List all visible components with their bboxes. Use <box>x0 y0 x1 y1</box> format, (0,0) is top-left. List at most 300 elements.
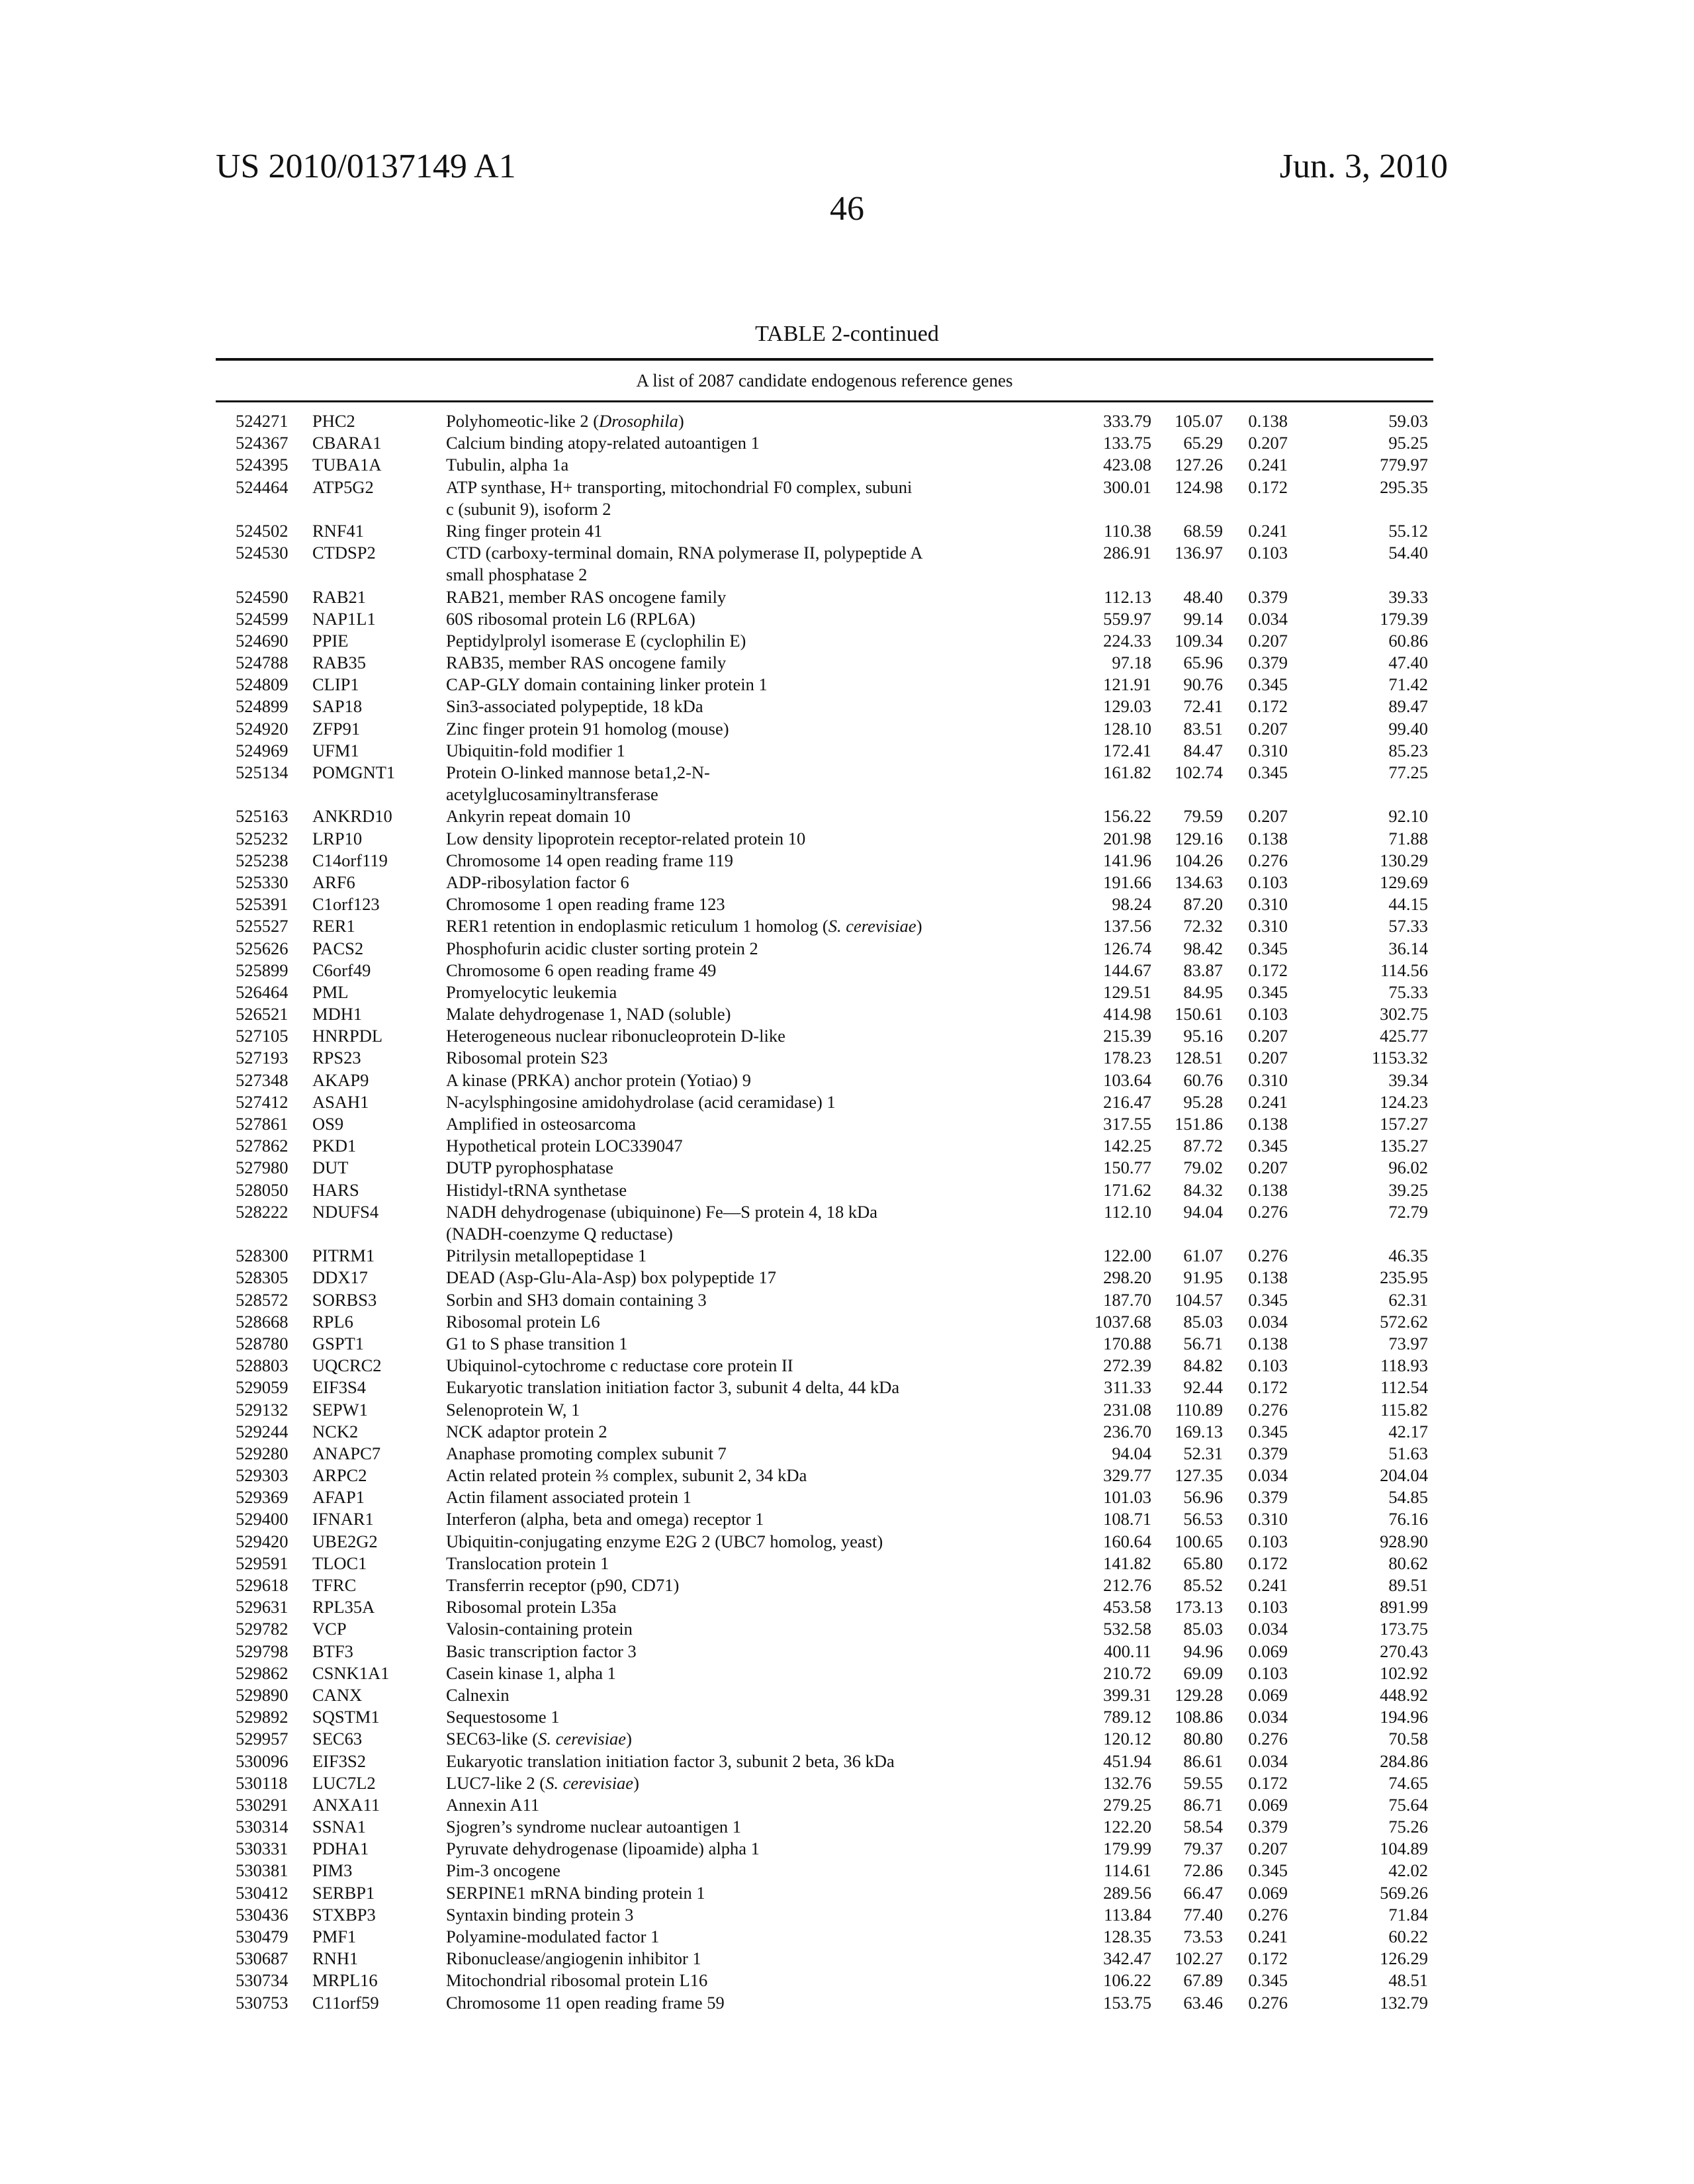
value-col-1: 187.70 <box>1103 1289 1151 1310</box>
table-row <box>0 718 1694 740</box>
value-col-3: 0.103 <box>1248 872 1288 892</box>
value-col-2: 102.74 <box>1175 762 1223 783</box>
description-line: Actin filament associated protein 1 <box>446 1487 691 1508</box>
gene-symbol: CLIP1 <box>312 674 359 695</box>
value-col-4: 95.25 <box>1388 433 1428 453</box>
description-line: DEAD (Asp-Glu-Ala-Asp) box polypeptide 17 <box>446 1267 776 1288</box>
value-col-1: 300.01 <box>1103 477 1151 497</box>
description-line: Eukaryotic translation initiation factor 3, subunit 2 beta, 36 kDa <box>446 1751 895 1771</box>
table-row <box>0 1047 1694 1069</box>
description-line: Chromosome 1 open reading frame 123 <box>446 894 725 915</box>
publication-date: Jun. 3, 2010 <box>1279 148 1448 185</box>
gene-description <box>446 1113 989 1135</box>
description-line: Actin related protein ⅔ complex, subunit 2, 34 kDa <box>446 1465 807 1486</box>
gene-description <box>446 1816 989 1838</box>
gene-description <box>446 1970 989 1991</box>
gene-id: 525527 <box>236 916 289 936</box>
value-col-4: 55.12 <box>1388 520 1428 541</box>
gene-symbol: EIF3S2 <box>312 1751 366 1771</box>
gene-symbol: UFM1 <box>312 740 359 760</box>
gene-id: 529132 <box>236 1399 289 1420</box>
table-row <box>0 1728 1694 1750</box>
value-col-3: 0.207 <box>1248 1158 1288 1178</box>
gene-description <box>446 1289 989 1311</box>
table-row <box>0 1179 1694 1201</box>
value-col-1: 289.56 <box>1103 1882 1151 1903</box>
gene-id: 529400 <box>236 1509 289 1529</box>
description-line: Ribonuclease/angiogenin inhibitor 1 <box>446 1948 701 1969</box>
value-col-2: 56.71 <box>1183 1333 1223 1353</box>
value-col-3: 0.034 <box>1248 1751 1288 1771</box>
value-col-2: 91.95 <box>1183 1267 1223 1288</box>
description-line: SEC63-like (S. cerevisiae) <box>446 1729 632 1749</box>
page-number: 46 <box>830 190 864 228</box>
description-line: ADP-ribosylation factor 6 <box>446 872 629 892</box>
gene-description <box>446 1706 989 1728</box>
value-col-4: 54.85 <box>1388 1487 1428 1508</box>
description-line: small phosphatase 2 <box>446 565 588 585</box>
gene-symbol: MDH1 <box>312 1004 363 1024</box>
description-line: Pim-3 oncogene <box>446 1860 560 1881</box>
table-row <box>0 1486 1694 1508</box>
gene-symbol: LUC7L2 <box>312 1772 376 1793</box>
gene-description <box>446 1882 989 1904</box>
value-col-2: 92.44 <box>1183 1377 1223 1398</box>
value-col-1: 128.10 <box>1103 718 1151 739</box>
description-line: Anaphase promoting complex subunit 7 <box>446 1443 727 1463</box>
gene-id: 527862 <box>236 1136 289 1156</box>
table-row <box>0 674 1694 696</box>
gene-id: 527412 <box>236 1091 289 1112</box>
value-col-2: 63.46 <box>1183 1992 1223 2013</box>
value-col-1: 129.51 <box>1103 981 1151 1002</box>
gene-symbol: PPIE <box>312 630 349 651</box>
value-col-4: 51.63 <box>1388 1443 1428 1463</box>
value-col-2: 90.76 <box>1183 674 1223 695</box>
value-col-4: 36.14 <box>1388 938 1428 958</box>
table-row <box>0 696 1694 717</box>
value-col-2: 127.26 <box>1175 455 1223 475</box>
value-col-4: 135.27 <box>1380 1136 1428 1156</box>
value-col-2: 79.59 <box>1183 806 1223 827</box>
gene-description <box>446 828 989 850</box>
value-col-2: 108.86 <box>1175 1707 1223 1727</box>
table-row <box>0 1574 1694 1596</box>
value-col-3: 0.345 <box>1248 1136 1288 1156</box>
value-col-3: 0.310 <box>1248 740 1288 760</box>
value-col-4: 92.10 <box>1388 806 1428 827</box>
value-col-4: 75.33 <box>1388 981 1428 1002</box>
gene-id: 524599 <box>236 608 289 629</box>
value-col-1: 101.03 <box>1103 1487 1151 1508</box>
value-col-2: 85.52 <box>1183 1575 1223 1595</box>
gene-symbol: UBE2G2 <box>312 1531 378 1551</box>
table-row <box>0 454 1694 476</box>
value-col-1: 110.38 <box>1104 520 1151 541</box>
description-line: Casein kinase 1, alpha 1 <box>446 1662 616 1683</box>
table-row <box>0 1003 1694 1025</box>
value-col-1: 160.64 <box>1103 1531 1151 1551</box>
table-row <box>0 893 1694 915</box>
description-line: Heterogeneous nuclear ribonucleoprotein D-like <box>446 1026 785 1046</box>
description-line: Annexin A11 <box>446 1794 540 1815</box>
value-col-3: 0.034 <box>1248 1707 1288 1727</box>
value-col-1: 317.55 <box>1103 1114 1151 1134</box>
gene-id: 530118 <box>236 1772 288 1793</box>
table-row <box>0 1069 1694 1091</box>
gene-symbol: SAP18 <box>312 696 363 717</box>
gene-description <box>446 1179 989 1201</box>
gene-description <box>446 915 989 937</box>
value-col-2: 65.29 <box>1183 433 1223 453</box>
value-col-4: 425.77 <box>1380 1026 1428 1046</box>
value-col-1: 122.20 <box>1103 1817 1151 1837</box>
value-col-3: 0.241 <box>1248 1575 1288 1595</box>
value-col-2: 84.47 <box>1183 740 1223 760</box>
table-row <box>0 1751 1694 1772</box>
gene-id: 529957 <box>236 1729 289 1749</box>
gene-description <box>446 762 989 805</box>
description-line: Ubiquitin-conjugating enzyme E2G 2 (UBC7 homolog, yeast) <box>446 1531 883 1551</box>
table-row <box>0 938 1694 960</box>
value-col-3: 0.207 <box>1248 1839 1288 1859</box>
value-col-1: 451.94 <box>1103 1751 1151 1771</box>
description-line: 60S ribosomal protein L6 (RPL6A) <box>446 608 695 629</box>
value-col-4: 179.39 <box>1380 608 1428 629</box>
value-col-1: 126.74 <box>1103 938 1151 958</box>
gene-symbol: PKD1 <box>312 1136 357 1156</box>
table-row <box>0 828 1694 850</box>
gene-id: 527861 <box>236 1114 289 1134</box>
gene-symbol: DUT <box>312 1158 349 1178</box>
gene-id: 530096 <box>236 1751 289 1771</box>
value-col-4: 99.40 <box>1388 718 1428 739</box>
table-row <box>0 608 1694 630</box>
description-line: Mitochondrial ribosomal protein L16 <box>446 1970 708 1991</box>
gene-description <box>446 1267 989 1289</box>
description-line: c (subunit 9), isoform 2 <box>446 498 611 519</box>
value-col-3: 0.345 <box>1248 762 1288 783</box>
value-col-3: 0.276 <box>1248 1729 1288 1749</box>
value-col-2: 79.02 <box>1183 1158 1223 1178</box>
value-col-1: 1037.68 <box>1094 1311 1151 1332</box>
value-col-4: 126.29 <box>1380 1948 1428 1969</box>
gene-symbol: GSPT1 <box>312 1333 365 1353</box>
value-col-3: 0.172 <box>1248 477 1288 497</box>
gene-description <box>446 1904 989 1926</box>
value-col-4: 60.22 <box>1388 1927 1428 1946</box>
gene-symbol: OS9 <box>312 1114 344 1134</box>
description-line: (NADH-coenzyme Q reductase) <box>446 1224 673 1244</box>
gene-id: 530412 <box>236 1882 289 1903</box>
table-row <box>0 1618 1694 1640</box>
gene-id: 528222 <box>236 1201 289 1222</box>
table-row <box>0 762 1694 805</box>
value-col-3: 0.379 <box>1248 653 1288 673</box>
value-col-2: 151.86 <box>1175 1114 1223 1134</box>
table-row <box>0 1882 1694 1904</box>
value-col-1: 112.13 <box>1104 586 1151 607</box>
description-line: Ribosomal protein L6 <box>446 1311 600 1332</box>
gene-id: 525134 <box>236 762 289 783</box>
value-col-4: 59.03 <box>1388 411 1428 431</box>
value-col-1: 97.18 <box>1112 653 1151 673</box>
value-col-1: 178.23 <box>1103 1048 1151 1068</box>
value-col-2: 173.13 <box>1175 1597 1223 1617</box>
value-col-1: 103.64 <box>1103 1069 1151 1090</box>
description-line: Eukaryotic translation initiation factor 3, subunit 4 delta, 44 kDa <box>446 1377 900 1398</box>
gene-description <box>446 1772 989 1794</box>
gene-description <box>446 718 989 740</box>
description-line: Chromosome 11 open reading frame 59 <box>446 1992 725 2013</box>
value-col-4: 295.35 <box>1380 477 1428 497</box>
gene-description <box>446 696 989 717</box>
value-col-2: 52.31 <box>1183 1443 1223 1463</box>
description-line: Sin3-associated polypeptide, 18 kDa <box>446 696 703 717</box>
value-col-2: 109.34 <box>1175 630 1223 651</box>
table-row <box>0 1245 1694 1267</box>
gene-description <box>446 872 989 893</box>
value-col-2: 60.76 <box>1183 1069 1223 1090</box>
gene-symbol: IFNAR1 <box>312 1509 374 1529</box>
value-col-4: 928.90 <box>1380 1531 1428 1551</box>
value-col-1: 453.58 <box>1103 1597 1151 1617</box>
gene-id: 525626 <box>236 938 289 958</box>
gene-symbol: RAB35 <box>312 653 366 673</box>
gene-description <box>446 981 989 1003</box>
gene-symbol: RPL35A <box>312 1597 375 1617</box>
value-col-1: 236.70 <box>1103 1421 1151 1441</box>
value-col-2: 59.55 <box>1183 1772 1223 1793</box>
gene-symbol: RAB21 <box>312 586 366 607</box>
table-row <box>0 1091 1694 1113</box>
gene-id: 527980 <box>236 1158 289 1178</box>
value-col-2: 73.53 <box>1183 1927 1223 1946</box>
value-col-4: 1153.32 <box>1371 1048 1428 1068</box>
value-col-2: 87.72 <box>1183 1136 1223 1156</box>
gene-symbol: C1orf123 <box>312 894 380 915</box>
value-col-1: 150.77 <box>1103 1158 1151 1178</box>
table-row <box>0 1135 1694 1157</box>
gene-id: 524969 <box>236 740 289 760</box>
gene-id: 524271 <box>236 411 289 431</box>
gene-symbol: UQCRC2 <box>312 1355 382 1376</box>
value-col-2: 169.13 <box>1175 1421 1223 1441</box>
value-col-1: 137.56 <box>1103 916 1151 936</box>
gene-symbol: HNRPDL <box>312 1026 383 1046</box>
value-col-3: 0.069 <box>1248 1794 1288 1815</box>
description-line: RAB21, member RAS oncogene family <box>446 586 727 607</box>
value-col-2: 87.20 <box>1183 894 1223 915</box>
value-col-3: 0.379 <box>1248 586 1288 607</box>
gene-symbol: C6orf49 <box>312 960 371 980</box>
value-col-1: 153.75 <box>1103 1992 1151 2013</box>
value-col-1: 286.91 <box>1103 543 1151 563</box>
value-col-4: 74.65 <box>1388 1772 1428 1793</box>
value-col-4: 42.17 <box>1388 1421 1428 1441</box>
value-col-4: 76.16 <box>1388 1509 1428 1529</box>
description-line: G1 to S phase transition 1 <box>446 1333 628 1353</box>
value-col-1: 224.33 <box>1103 630 1151 651</box>
value-col-4: 173.75 <box>1380 1619 1428 1639</box>
value-col-2: 127.35 <box>1175 1465 1223 1486</box>
gene-description <box>446 1047 989 1069</box>
gene-symbol: PDHA1 <box>312 1839 369 1859</box>
gene-description <box>446 740 989 762</box>
value-col-1: 179.99 <box>1103 1839 1151 1859</box>
value-col-4: 75.64 <box>1388 1794 1428 1815</box>
gene-symbol: DDX17 <box>312 1267 368 1288</box>
value-col-1: 342.47 <box>1103 1948 1151 1969</box>
description-line: Sequestosome 1 <box>446 1707 560 1727</box>
table-row <box>0 1113 1694 1135</box>
description-line: Syntaxin binding protein 3 <box>446 1904 634 1925</box>
description-line: Peptidylprolyl isomerase E (cyclophilin E) <box>446 630 746 651</box>
table-caption: A list of 2087 candidate endogenous reference genes <box>636 371 1013 390</box>
gene-id: 524899 <box>236 696 289 717</box>
gene-symbol: ANXA11 <box>312 1794 380 1815</box>
value-col-3: 0.207 <box>1248 1026 1288 1046</box>
gene-id: 530314 <box>236 1817 289 1837</box>
value-col-4: 70.58 <box>1388 1729 1428 1749</box>
value-col-3: 0.345 <box>1248 1970 1288 1991</box>
gene-id: 525330 <box>236 872 289 892</box>
gene-symbol: ARPC2 <box>312 1465 367 1486</box>
gene-description <box>446 608 989 630</box>
gene-id: 529369 <box>236 1487 289 1508</box>
value-col-3: 0.241 <box>1248 520 1288 541</box>
value-col-1: 231.08 <box>1103 1399 1151 1420</box>
gene-symbol: EIF3S4 <box>312 1377 366 1398</box>
value-col-2: 110.89 <box>1175 1399 1223 1420</box>
gene-symbol: PHC2 <box>312 411 355 431</box>
value-col-3: 0.276 <box>1248 1399 1288 1420</box>
value-col-2: 66.47 <box>1183 1882 1223 1903</box>
gene-symbol: PITRM1 <box>312 1246 375 1266</box>
value-col-2: 67.89 <box>1183 1970 1223 1991</box>
gene-id: 529280 <box>236 1443 289 1463</box>
value-col-4: 235.95 <box>1380 1267 1428 1288</box>
gene-id: 526521 <box>236 1004 289 1024</box>
table-row <box>0 1772 1694 1794</box>
table-top-rule <box>216 358 1433 361</box>
table-row <box>0 520 1694 542</box>
value-col-1: 122.00 <box>1103 1246 1151 1266</box>
gene-symbol: CANX <box>312 1684 363 1705</box>
gene-symbol: RPS23 <box>312 1048 361 1068</box>
value-col-2: 86.61 <box>1183 1751 1223 1771</box>
gene-symbol: PML <box>312 981 349 1002</box>
value-col-4: 54.40 <box>1388 543 1428 563</box>
value-col-4: 77.25 <box>1388 762 1428 783</box>
value-col-3: 0.172 <box>1248 1948 1288 1969</box>
value-col-3: 0.310 <box>1248 1069 1288 1090</box>
table-row <box>0 1926 1694 1948</box>
value-col-4: 39.34 <box>1388 1069 1428 1090</box>
gene-id: 528300 <box>236 1246 289 1266</box>
value-col-3: 0.379 <box>1248 1817 1288 1837</box>
gene-description <box>446 1641 989 1662</box>
gene-symbol: PACS2 <box>312 938 364 958</box>
value-col-3: 0.310 <box>1248 916 1288 936</box>
table-row <box>0 1948 1694 1970</box>
value-col-4: 284.86 <box>1380 1751 1428 1771</box>
value-col-4: 71.84 <box>1388 1904 1428 1925</box>
value-col-4: 80.62 <box>1388 1553 1428 1573</box>
description-line: Phosphofurin acidic cluster sorting protein 2 <box>446 938 758 958</box>
description-line: Chromosome 6 open reading frame 49 <box>446 960 717 980</box>
description-line: CAP-GLY domain containing linker protein 1 <box>446 674 768 695</box>
gene-id: 528780 <box>236 1333 289 1353</box>
description-line: Interferon (alpha, beta and omega) receptor 1 <box>446 1509 764 1529</box>
gene-id: 530436 <box>236 1904 289 1925</box>
description-line: acetylglucosaminyltransferase <box>446 784 658 805</box>
gene-description <box>446 1157 989 1179</box>
gene-description <box>446 1860 989 1882</box>
value-col-3: 0.207 <box>1248 433 1288 453</box>
table-row <box>0 1904 1694 1926</box>
gene-description <box>446 410 989 432</box>
gene-symbol: TLOC1 <box>312 1553 367 1573</box>
table-row <box>0 1553 1694 1574</box>
table-row <box>0 850 1694 872</box>
value-col-1: 272.39 <box>1103 1355 1151 1376</box>
table-row <box>0 872 1694 893</box>
gene-description <box>446 1531 989 1553</box>
table-row <box>0 1289 1694 1311</box>
description-line: Selenoprotein W, 1 <box>446 1399 580 1420</box>
table-row <box>0 1838 1694 1860</box>
gene-description <box>446 1574 989 1596</box>
value-col-4: 112.54 <box>1380 1377 1428 1398</box>
gene-id: 524590 <box>236 586 289 607</box>
gene-symbol: AFAP1 <box>312 1487 365 1508</box>
value-col-3: 0.207 <box>1248 806 1288 827</box>
value-col-2: 134.63 <box>1175 872 1223 892</box>
value-col-3: 0.103 <box>1248 1662 1288 1683</box>
value-col-2: 68.59 <box>1183 520 1223 541</box>
description-line: Low density lipoprotein receptor-related protein 10 <box>446 828 806 848</box>
value-col-3: 0.276 <box>1248 850 1288 870</box>
value-col-3: 0.069 <box>1248 1882 1288 1903</box>
value-col-2: 98.42 <box>1183 938 1223 958</box>
description-line: Pyruvate dehydrogenase (lipoamide) alpha 1 <box>446 1839 760 1859</box>
value-col-2: 150.61 <box>1175 1004 1223 1024</box>
value-col-2: 65.96 <box>1183 653 1223 673</box>
gene-description <box>446 432 989 454</box>
gene-id: 529303 <box>236 1465 289 1486</box>
value-col-3: 0.345 <box>1248 981 1288 1002</box>
value-col-1: 128.35 <box>1103 1927 1151 1946</box>
value-col-1: 132.76 <box>1103 1772 1151 1793</box>
value-col-3: 0.069 <box>1248 1641 1288 1661</box>
value-col-3: 0.241 <box>1248 455 1288 475</box>
value-col-4: 60.86 <box>1388 630 1428 651</box>
table-row <box>0 1399 1694 1421</box>
gene-symbol: HARS <box>312 1179 359 1200</box>
value-col-3: 0.103 <box>1248 543 1288 563</box>
value-col-1: 279.25 <box>1103 1794 1151 1815</box>
value-col-2: 85.03 <box>1183 1619 1223 1639</box>
gene-description <box>446 674 989 696</box>
description-line: Tubulin, alpha 1a <box>446 455 569 475</box>
description-line: Histidyl-tRNA synthetase <box>446 1179 627 1200</box>
table-row <box>0 1157 1694 1179</box>
value-col-3: 0.172 <box>1248 696 1288 717</box>
value-col-1: 216.47 <box>1103 1091 1151 1112</box>
value-col-2: 72.32 <box>1183 916 1223 936</box>
value-col-3: 0.138 <box>1248 1114 1288 1134</box>
